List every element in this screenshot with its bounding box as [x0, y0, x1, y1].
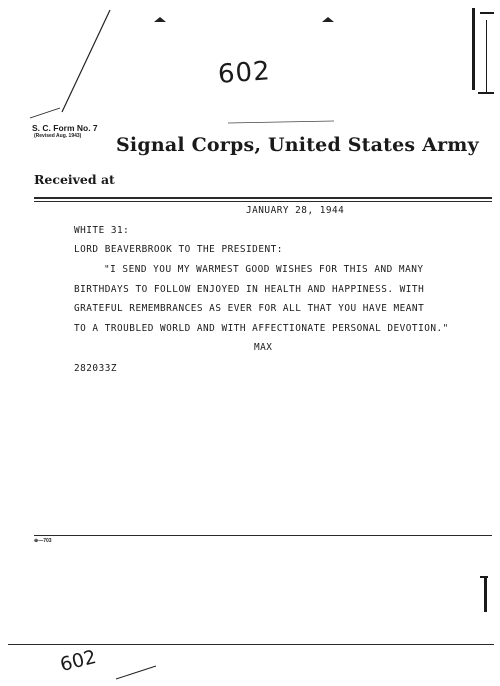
- rule-header-1: [34, 197, 492, 199]
- form-revised: (Revised Aug. 1943): [34, 133, 82, 139]
- rule-header-2: [34, 201, 492, 202]
- binding-tick-3: [480, 576, 488, 578]
- time-code: 282033Z: [74, 363, 118, 374]
- header-title: Signal Corps, United States Army: [116, 134, 479, 156]
- message-line: "I SEND YOU MY WARMEST GOOD WISHES FOR THIS AND MANY: [104, 264, 424, 275]
- header-underline: [228, 121, 334, 123]
- punch-mark-left: [154, 17, 166, 22]
- binding-tick-1: [480, 12, 494, 14]
- pen-stroke-small: [30, 108, 60, 118]
- signature: MAX: [254, 342, 273, 353]
- reference: WHITE 31:: [74, 225, 130, 236]
- punch-mark-right: [322, 17, 334, 22]
- handwritten-number-bottom: 602: [57, 645, 99, 677]
- binding-bar-bottom: [484, 576, 487, 612]
- footer-code: ⊕—703: [34, 538, 52, 544]
- rule-bottom: [8, 644, 494, 645]
- pen-stroke: [62, 10, 110, 112]
- form-number: S. C. Form No. 7: [32, 123, 98, 133]
- handwritten-number-top: 602: [217, 56, 272, 90]
- date: JANUARY 28, 1944: [246, 205, 345, 216]
- message-line: TO A TROUBLED WORLD AND WITH AFFECTIONATE PERSONAL DEVOTION.": [74, 323, 449, 334]
- binding-line: [486, 20, 487, 94]
- rule-footer: [34, 535, 492, 536]
- binding-bar-top: [472, 8, 475, 90]
- pen-stroke-bottom: [116, 666, 156, 679]
- message-line: BIRTHDAYS TO FOLLOW ENJOYED IN HEALTH AND HAPPINESS. WITH: [74, 284, 425, 295]
- message-line: GRATEFUL REMEMBRANCES AS EVER FOR ALL THAT YOU HAVE MEANT: [74, 303, 425, 314]
- received-label: Received at: [34, 172, 115, 187]
- salutation: LORD BEAVERBROOK TO THE PRESIDENT:: [74, 244, 283, 255]
